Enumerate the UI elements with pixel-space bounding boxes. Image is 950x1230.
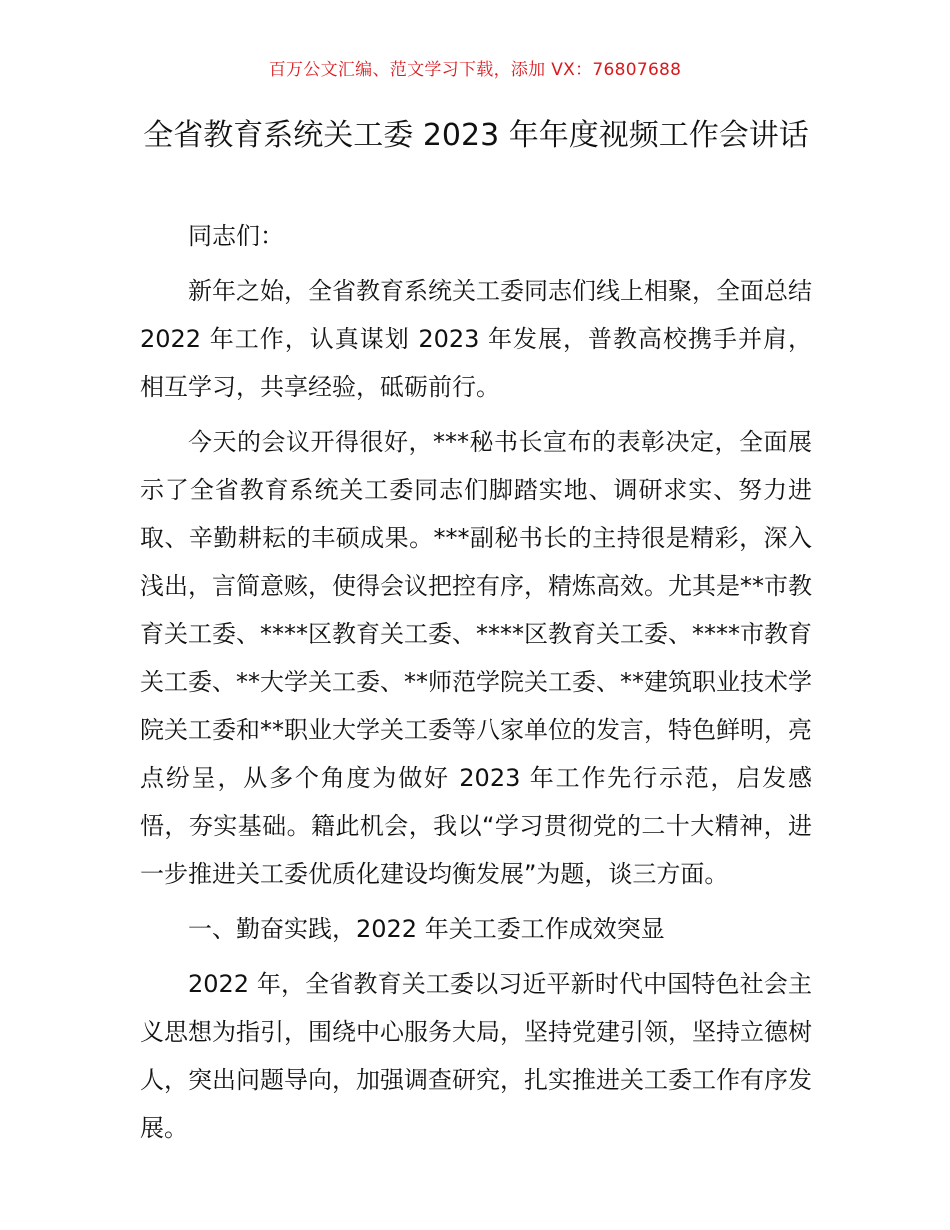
body-paragraph: 今天的会议开得很好，***秘书长宣布的表彰决定，全面展示了全省教育系统关工委同志们脚踏实地、调研求实、努力进取、辛勤耕耘的丰硕成果。***副秘书长的主持很是精彩，深入浅出，言简意赅，使得会议把控有序，精炼高效。尤其是**市教育关工委、****区教育关工委、****区教育关工委、****市教育关工委、**大学关工委、**师范学院关工委、**建筑职业技术学院关工委和**职业大学关工委等八家单位的发言，特色鲜明，亮点纷呈，从多个角度为做好 2023 年工作先行示范，启发感悟，夯实基础。籍此机会，我以“学习贯彻党的二十大精神，进一步推进关工委优质化建设均衡发展”为题，谈三方面。	[140, 428, 812, 888]
watermark-banner: 百万公文汇编、范文学习下载，添加 VX：76807688	[268, 60, 682, 80]
body-paragraph: 新年之始，全省教育系统关工委同志们线上相聚，全面总结 2022 年工作，认真谋划 2023 年发展，普教高校携手并肩，相互学习，共享经验，砥砺前行。	[140, 277, 812, 401]
salutation: 同志们：	[188, 222, 284, 250]
document-body	[140, 212, 812, 1159]
body-paragraph: 2022 年，全省教育关工委以习近平新时代中国特色社会主义思想为指引，围绕中心服务大局，坚持党建引领，坚持立德树人，突出问题导向，加强调查研究，扎实推进关工委工作有序发展。	[140, 970, 812, 1142]
document-title: 全省教育系统关工委 2023 年年度视频工作会讲话	[143, 118, 809, 153]
section-heading: 一、勤奋实践，2022 年关工委工作成效突显	[188, 915, 665, 943]
